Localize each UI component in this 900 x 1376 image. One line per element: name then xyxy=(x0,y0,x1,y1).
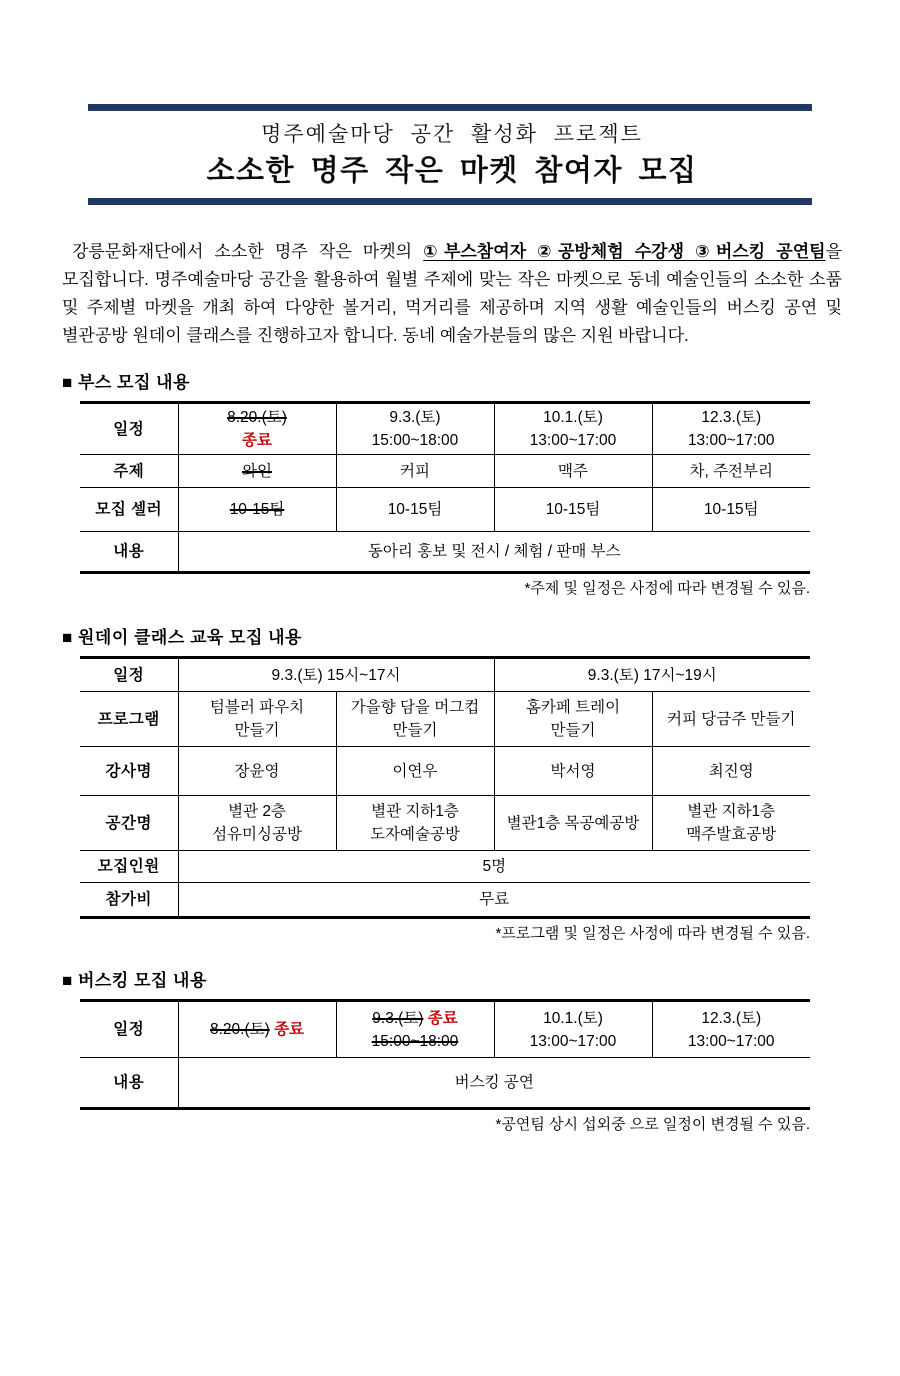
oneday-space-cell-3: 별관1층 목공예공방 xyxy=(494,796,652,851)
booth-schedule-date-3: 10.1.(토) xyxy=(543,409,603,426)
busking-schedule-date-3: 10.1.(토) xyxy=(543,1009,603,1027)
intro-paragraph xyxy=(62,238,842,350)
booth-sellers-label: 모집 셀러 xyxy=(80,488,178,532)
busking-schedule-time-3: 13:00~17:00 xyxy=(529,1032,617,1050)
oneday-table xyxy=(80,656,810,919)
busking-schedule-date-1: 8.20.(토) xyxy=(209,1021,270,1038)
oneday-program-2-line1: 가을향 담을 머그컵 xyxy=(350,699,480,716)
oneday-instructor-cell-1: 장윤영 xyxy=(178,747,336,796)
booth-schedule-date-2: 9.3.(토) xyxy=(389,409,441,426)
oneday-capacity-label: 모집인원 xyxy=(80,851,178,883)
oneday-program-2-line2: 만들기 xyxy=(392,722,438,739)
busking-schedule-date-2: 9.3.(토) xyxy=(372,1009,424,1027)
oneday-schedule-row xyxy=(80,658,810,692)
busking-section-heading: ■ 버스킹 모집 내용 xyxy=(62,971,207,990)
busking-schedule-time-2: 15:00~18:00 xyxy=(371,1032,459,1050)
busking-schedule-cell-2 xyxy=(336,1001,494,1058)
booth-section-heading: ■ 부스 모집 내용 xyxy=(62,373,190,392)
oneday-section-heading: ■ 원데이 클래스 교육 모집 내용 xyxy=(62,628,302,647)
booth-content-label: 내용 xyxy=(80,532,178,573)
booth-schedule-date-4: 12.3.(토) xyxy=(701,409,762,426)
oneday-space-cell-2 xyxy=(336,796,494,851)
oneday-program-cell-3 xyxy=(494,692,652,747)
oneday-program-cell-4: 커피 당금주 만들기 xyxy=(652,692,810,747)
oneday-class-section xyxy=(62,627,842,944)
busking-schedule-label: 일정 xyxy=(80,1001,178,1058)
oneday-space-row xyxy=(80,796,810,851)
booth-theme-cell-2: 커피 xyxy=(336,455,494,488)
booth-theme-label: 주제 xyxy=(80,455,178,488)
intro-text-post: 을 모집합니다. 명주예술마당 공간을 활용하여 월별 주제에 맞는 작은 마켓으로 동네 예술인들의 소소한 소품 및 주제별 마켓을 개최 하여 다양한 볼거리, 먹거리를 제공하며 지역 생활 예술인들의 버스킹 공연 및 별관공방 원데이 클래스를 진행하고자 합니다. 동네 예술가분들의 많은 지원 바랍니다. xyxy=(62,242,843,345)
busking-schedule-date-4: 12.3.(토) xyxy=(701,1009,762,1027)
oneday-space-cell-1 xyxy=(178,796,336,851)
busking-schedule-cell-3 xyxy=(494,1001,652,1058)
oneday-schedule-right: 9.3.(토) 17시~19시 xyxy=(494,658,810,692)
booth-schedule-time-2: 15:00~18:00 xyxy=(371,432,459,449)
oneday-footnote: *프로그램 및 일정은 사정에 따라 변경될 수 있음. xyxy=(495,925,810,942)
booth-content-cell: 동아리 홍보 및 전시 / 체험 / 판매 부스 xyxy=(178,532,810,573)
booth-schedule-cell-2 xyxy=(336,403,494,455)
busking-section xyxy=(62,970,842,1135)
booth-schedule-date-1: 8.20.(토) xyxy=(227,409,287,426)
document-page xyxy=(0,104,900,1376)
booth-schedule-label: 일정 xyxy=(80,403,178,455)
oneday-instructor-cell-3: 박서영 xyxy=(494,747,652,796)
booth-schedule-time-4: 13:00~17:00 xyxy=(687,432,775,449)
booth-schedule-cell-1 xyxy=(178,403,336,455)
booth-sellers-row xyxy=(80,488,810,532)
oneday-space-2-line1: 별관 지하1층 xyxy=(371,803,459,820)
busking-schedule-time-4: 13:00~17:00 xyxy=(687,1032,775,1050)
booth-sellers-cell-2: 10-15팀 xyxy=(336,488,494,532)
busking-schedule-row xyxy=(80,1001,810,1058)
busking-content-cell: 버스킹 공연 xyxy=(178,1058,810,1109)
booth-section xyxy=(62,372,842,599)
oneday-instructor-cell-2: 이연우 xyxy=(336,747,494,796)
intro-text-pre: 강릉문화재단에서 소소한 명주 작은 마켓의 xyxy=(72,242,424,261)
oneday-instructor-label: 강사명 xyxy=(80,747,178,796)
booth-schedule-cell-4 xyxy=(652,403,810,455)
page-title: 소소한 명주 작은 마켓 참여자 모집 xyxy=(206,155,698,187)
oneday-program-1-line1: 텀블러 파우치 xyxy=(209,699,305,716)
oneday-capacity-cell: 5명 xyxy=(178,851,810,883)
busking-schedule-cell-1 xyxy=(178,1001,336,1058)
oneday-capacity-row xyxy=(80,851,810,883)
busking-table xyxy=(80,999,810,1110)
busking-schedule-status-2: 종료 xyxy=(427,1009,458,1027)
booth-theme-row xyxy=(80,455,810,488)
oneday-program-1-line2: 만들기 xyxy=(234,722,280,739)
document-subtitle: 명주예술마당 공간 활성화 프로젝트 xyxy=(261,123,643,146)
header-top-bar xyxy=(88,104,812,111)
oneday-schedule-left: 9.3.(토) 15시~17시 xyxy=(178,658,494,692)
booth-schedule-row xyxy=(80,403,810,455)
booth-sellers-cell-1 xyxy=(178,488,336,532)
intro-highlight: ①부스참여자 ②공방체험 수강생 ③버스킹 공연팀 xyxy=(423,242,826,261)
busking-content-label: 내용 xyxy=(80,1058,178,1109)
busking-content-row xyxy=(80,1058,810,1109)
oneday-program-row xyxy=(80,692,810,747)
booth-schedule-status-1: 종료 xyxy=(242,432,272,449)
oneday-space-1-line1: 별관 2층 xyxy=(228,803,286,820)
booth-theme-cell-4: 차, 주전부리 xyxy=(652,455,810,488)
oneday-space-4-line1: 별관 지하1층 xyxy=(687,803,776,820)
booth-theme-cell-1 xyxy=(178,455,336,488)
booth-footnote: *주제 및 일정은 사정에 따라 변경될 수 있음. xyxy=(524,580,810,597)
oneday-space-cell-4 xyxy=(652,796,810,851)
busking-schedule-status-1: 종료 xyxy=(274,1021,305,1038)
busking-footnote: *공연팀 상시 섭외중 으로 일정이 변경될 수 있음. xyxy=(495,1116,810,1133)
oneday-program-cell-1 xyxy=(178,692,336,747)
oneday-space-1-line2: 섬유미싱공방 xyxy=(212,826,302,843)
booth-schedule-time-3: 13:00~17:00 xyxy=(529,432,617,449)
document-header xyxy=(62,104,842,205)
oneday-fee-label: 참가비 xyxy=(80,883,178,918)
oneday-instructor-cell-4: 최진영 xyxy=(652,747,810,796)
oneday-space-2-line2: 도자예술공방 xyxy=(370,826,460,843)
booth-sellers-cell-4: 10-15팀 xyxy=(652,488,810,532)
booth-theme-cell-3: 맥주 xyxy=(494,455,652,488)
oneday-program-3-line1: 홈카페 트레이 xyxy=(525,699,621,716)
booth-table xyxy=(80,401,810,574)
oneday-fee-row xyxy=(80,883,810,918)
oneday-schedule-label: 일정 xyxy=(80,658,178,692)
header-bottom-bar xyxy=(88,198,812,205)
oneday-program-cell-2 xyxy=(336,692,494,747)
oneday-space-label: 공간명 xyxy=(80,796,178,851)
oneday-fee-cell: 무료 xyxy=(178,883,810,918)
oneday-space-4-line2: 맥주발효공방 xyxy=(686,826,777,843)
booth-sellers-1: 10-15팀 xyxy=(229,501,285,518)
oneday-program-label: 프로그램 xyxy=(80,692,178,747)
booth-theme-1: 와인 xyxy=(242,462,272,480)
busking-schedule-cell-4 xyxy=(652,1001,810,1058)
oneday-instructor-row xyxy=(80,747,810,796)
oneday-program-3-line2: 만들기 xyxy=(550,722,596,739)
booth-schedule-cell-3 xyxy=(494,403,652,455)
booth-sellers-cell-3: 10-15팀 xyxy=(494,488,652,532)
booth-content-row xyxy=(80,532,810,573)
